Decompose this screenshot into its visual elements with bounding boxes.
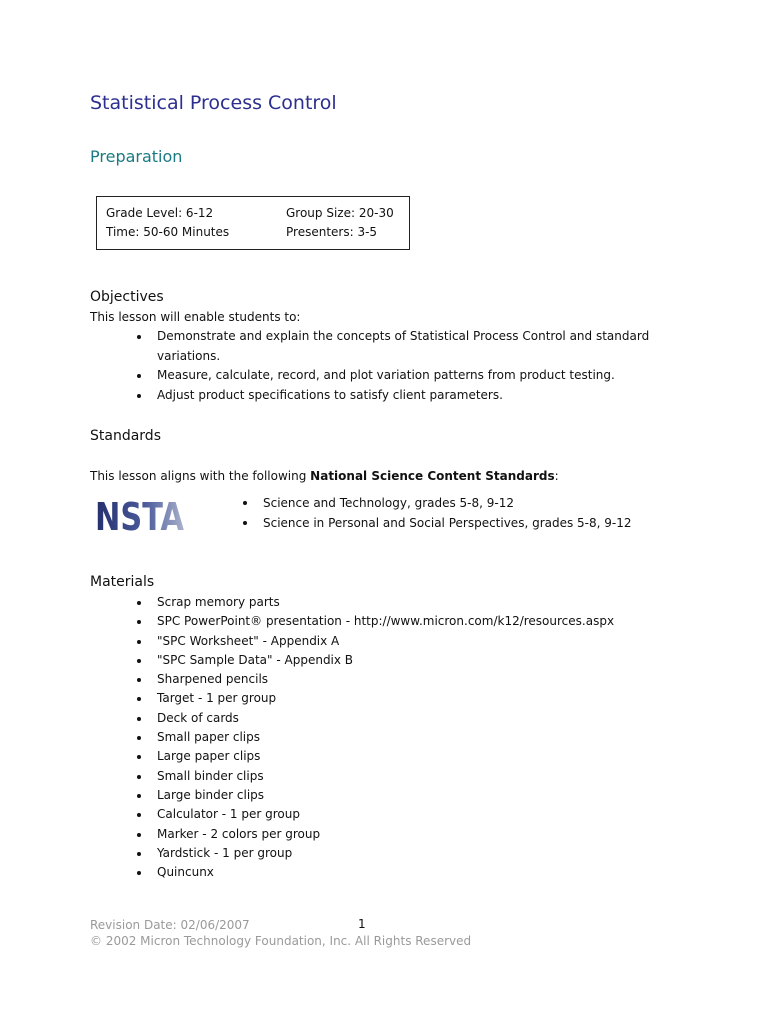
- list-item: Deck of cards: [90, 709, 614, 728]
- nsta-logo: [94, 494, 186, 539]
- list-item: Adjust product specifications to satisfy client parameters.: [90, 386, 649, 406]
- list-item: Measure, calculate, record, and plot variation patterns from product testing.: [90, 366, 649, 386]
- standards-intro: This lesson aligns with the following National Science Content Standards:: [90, 469, 559, 483]
- objectives-list: [90, 327, 649, 405]
- list-item: "SPC Worksheet" - Appendix A: [90, 632, 614, 651]
- copyright-notice: © 2002 Micron Technology Foundation, Inc. All Rights Reserved: [90, 934, 472, 948]
- materials-list: [90, 593, 614, 882]
- standards-list: [240, 493, 632, 533]
- revision-date: Revision Date: 02/06/2007: [90, 918, 250, 932]
- list-item: Small paper clips: [90, 728, 614, 747]
- list-item: Large paper clips: [90, 747, 614, 766]
- page-number: 1: [358, 917, 366, 931]
- list-item: Target - 1 per group: [90, 689, 614, 708]
- document-title: Statistical Process Control: [90, 92, 337, 114]
- list-item: Science in Personal and Social Perspectives, grades 5-8, 9-12: [240, 513, 632, 533]
- materials-heading: Materials: [90, 574, 155, 590]
- presenters: Presenters: 3-5: [286, 225, 378, 239]
- list-item: Large binder clips: [90, 786, 614, 805]
- objectives-heading: Objectives: [90, 289, 164, 305]
- list-item: Science and Technology, grades 5-8, 9-12: [240, 493, 632, 513]
- grade-level: Grade Level: 6-12: [106, 206, 214, 220]
- list-item: Yardstick - 1 per group: [90, 844, 614, 863]
- time: Time: 50-60 Minutes: [106, 225, 230, 239]
- svg-text:NSTA: NSTA: [95, 495, 185, 539]
- objectives-intro: This lesson will enable students to:: [90, 310, 301, 324]
- list-item: SPC PowerPoint® presentation - http://www.micron.com/k12/resources.aspx: [90, 612, 614, 631]
- list-item: Calculator - 1 per group: [90, 805, 614, 824]
- preparation-info-box: [96, 196, 410, 250]
- list-item: Scrap memory parts: [90, 593, 614, 612]
- list-item: Sharpened pencils: [90, 670, 614, 689]
- standards-name: National Science Content Standards: [310, 469, 555, 483]
- group-size: Group Size: 20-30: [286, 206, 394, 220]
- list-item: "SPC Sample Data" - Appendix B: [90, 651, 614, 670]
- standards-heading: Standards: [90, 428, 161, 444]
- preparation-heading: Preparation: [90, 147, 183, 166]
- list-item: Marker - 2 colors per group: [90, 825, 614, 844]
- list-item: Demonstrate and explain the concepts of Statistical Process Control and standard variations.: [90, 327, 649, 366]
- list-item: Small binder clips: [90, 767, 614, 786]
- list-item: Quincunx: [90, 863, 614, 882]
